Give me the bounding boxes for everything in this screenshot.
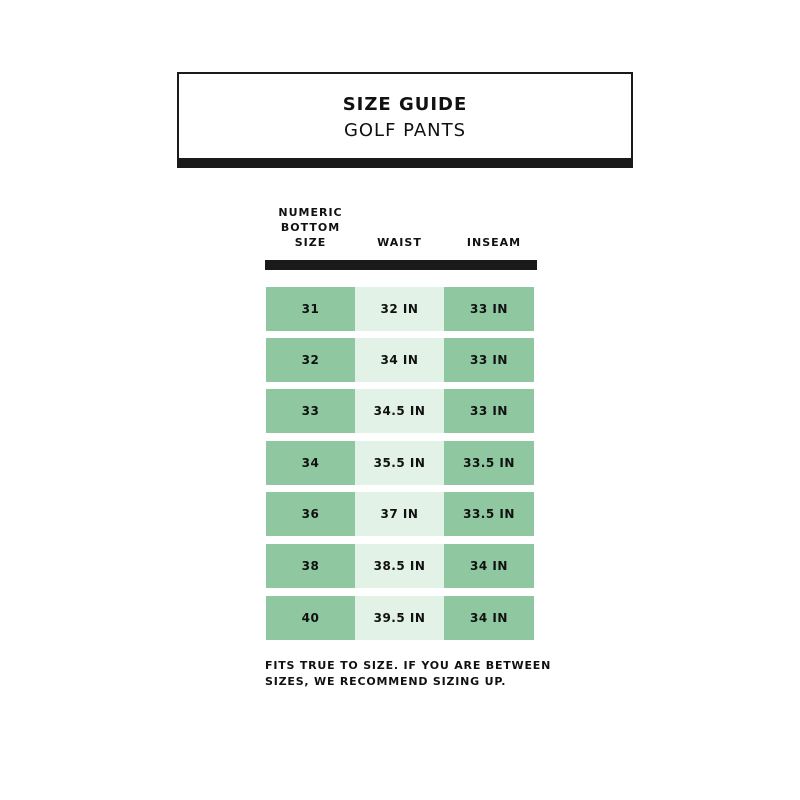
waist-cell: 37 IN — [355, 492, 444, 536]
inseam-cell: 33.5 IN — [444, 441, 534, 485]
waist-cell: 39.5 IN — [355, 596, 444, 640]
size-cell: 36 — [266, 492, 355, 536]
header-divider-bar — [265, 260, 537, 270]
waist-cell: 35.5 IN — [355, 441, 444, 485]
inseam-cell: 33 IN — [444, 287, 534, 331]
size-cell: 34 — [266, 441, 355, 485]
fit-note-line1: FITS TRUE TO SIZE. IF YOU ARE BETWEEN — [265, 659, 552, 672]
waist-cell: 32 IN — [355, 287, 444, 331]
table-row — [266, 441, 534, 485]
column-header-inseam: INSEAM — [466, 236, 522, 249]
fit-note — [265, 658, 555, 690]
column-header-size — [266, 205, 355, 250]
size-cell: 40 — [266, 596, 355, 640]
table-row — [266, 492, 534, 536]
inseam-cell: 34 IN — [444, 596, 534, 640]
column-header-size-line3: SIZE — [294, 236, 327, 249]
size-cell: 32 — [266, 338, 355, 382]
column-header-waist: WAIST — [377, 236, 422, 249]
table-row — [266, 389, 534, 433]
waist-cell: 34.5 IN — [355, 389, 444, 433]
page-title: SIZE GUIDE — [342, 94, 468, 115]
column-header-size-line2: BOTTOM — [280, 221, 341, 234]
inseam-cell: 34 IN — [444, 544, 534, 588]
size-cell: 31 — [266, 287, 355, 331]
table-row — [266, 596, 534, 640]
column-header-size-line1: NUMERIC — [278, 206, 343, 219]
size-cell: 38 — [266, 544, 355, 588]
inseam-cell: 33.5 IN — [444, 492, 534, 536]
size-cell: 33 — [266, 389, 355, 433]
waist-cell: 38.5 IN — [355, 544, 444, 588]
waist-cell: 34 IN — [355, 338, 444, 382]
table-row — [266, 287, 534, 331]
title-box — [177, 72, 633, 168]
table-row — [266, 338, 534, 382]
table-row — [266, 544, 534, 588]
page-subtitle: GOLF PANTS — [343, 120, 467, 141]
inseam-cell: 33 IN — [444, 389, 534, 433]
fit-note-line2: SIZES, WE RECOMMEND SIZING UP. — [265, 675, 507, 688]
inseam-cell: 33 IN — [444, 338, 534, 382]
